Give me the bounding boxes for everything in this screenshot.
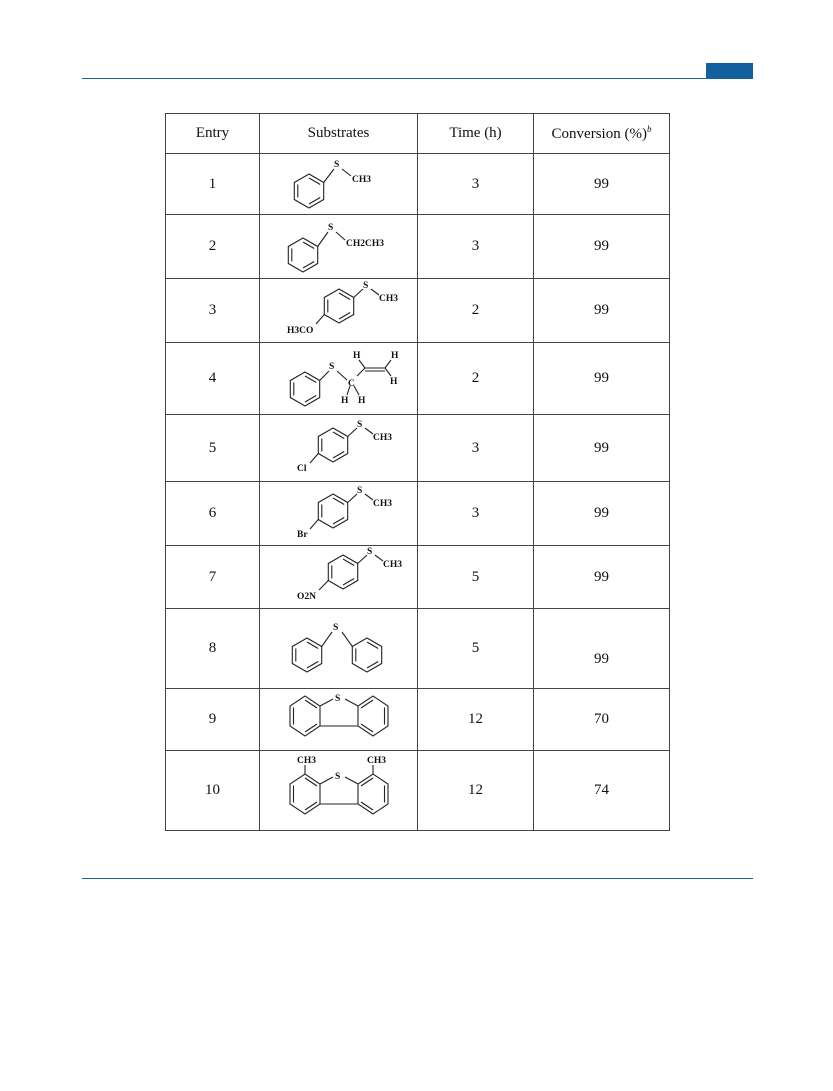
time-cell: 3	[418, 154, 534, 215]
sulfur-label: S	[366, 547, 372, 557]
substrate-cell	[260, 609, 418, 689]
substrate-cell	[260, 689, 418, 751]
table-row	[166, 215, 670, 279]
chlorothioanisole-structure	[269, 418, 409, 478]
time-cell: 12	[418, 689, 534, 751]
sulfur-label: S	[334, 771, 340, 782]
table-row	[166, 689, 670, 751]
entry-cell: 5	[166, 415, 260, 482]
conversion-cell: 99	[534, 415, 670, 482]
table-header-row	[166, 114, 670, 154]
substrate-cell	[260, 482, 418, 546]
methoxythioanisole-structure	[269, 281, 409, 341]
methyl-label: CH3	[382, 560, 402, 570]
conversion-cell: 99	[534, 546, 670, 609]
table-row	[166, 279, 670, 343]
nitro-label: O2N	[296, 592, 316, 602]
header-conversion	[534, 114, 670, 154]
time-cell: 3	[418, 482, 534, 546]
entry-cell: 10	[166, 751, 260, 831]
methyl-label: CH3	[351, 175, 371, 185]
entry-cell: 4	[166, 343, 260, 415]
sulfur-label: S	[334, 693, 340, 704]
substrate-cell	[260, 415, 418, 482]
header-time: Time (h)	[418, 114, 534, 154]
methyl-label: CH3	[372, 433, 392, 443]
nitrothioanisole-structure	[269, 547, 409, 607]
bromothioanisole-structure	[269, 484, 409, 544]
header-conversion-footnote: b	[646, 124, 652, 134]
table-row	[166, 415, 670, 482]
conversion-cell: 99	[534, 154, 670, 215]
time-cell: 2	[418, 279, 534, 343]
entry-cell: 9	[166, 689, 260, 751]
table-row	[166, 343, 670, 415]
sulfur-label: S	[327, 222, 333, 233]
substrate-cell	[260, 343, 418, 415]
methyl-label: CH3	[372, 498, 392, 509]
entry-cell: 7	[166, 546, 260, 609]
hydrogen-label: H	[352, 350, 360, 361]
methyl-label: CH3	[366, 755, 386, 766]
substrate-cell	[260, 751, 418, 831]
header-substrates: Substrates	[260, 114, 418, 154]
entry-cell: 6	[166, 482, 260, 546]
methyl-label: CH3	[296, 755, 316, 766]
substrate-cell	[260, 546, 418, 609]
time-cell: 12	[418, 751, 534, 831]
methoxy-label: H3CO	[286, 325, 313, 336]
entry-cell: 2	[166, 215, 260, 279]
chloro-label: Cl	[296, 464, 306, 474]
table-row	[166, 546, 670, 609]
entry-cell: 1	[166, 154, 260, 215]
table-row	[166, 482, 670, 546]
substrate-cell	[260, 154, 418, 215]
entry-cell: 8	[166, 609, 260, 689]
ethyl-label: CH2CH3	[345, 238, 384, 249]
table-row	[166, 154, 670, 215]
time-cell: 3	[418, 215, 534, 279]
conversion-cell: 99	[534, 343, 670, 415]
table-row	[166, 609, 670, 689]
ethyl-phenyl-sulfide-structure	[279, 218, 399, 276]
dibenzothiophene-structure	[269, 691, 409, 749]
carbon-label: C	[347, 378, 355, 389]
substrate-cell	[260, 215, 418, 279]
sulfur-label: S	[332, 622, 338, 633]
header-conversion-label: Conversion (%)	[551, 126, 647, 142]
hydrogen-label: H	[390, 350, 398, 361]
time-cell: 5	[418, 546, 534, 609]
time-cell: 3	[418, 415, 534, 482]
sulfur-label: S	[328, 361, 334, 372]
allyl-phenyl-sulfide-structure	[269, 346, 409, 412]
substrate-table	[165, 113, 670, 831]
sulfur-label: S	[356, 420, 362, 430]
thioanisole-structure	[279, 156, 399, 212]
hydrogen-label: H	[389, 376, 397, 387]
substrate-cell	[260, 279, 418, 343]
hydrogen-label: H	[357, 395, 365, 406]
time-cell: 5	[418, 609, 534, 689]
conversion-cell: 99	[534, 215, 670, 279]
sulfur-label: S	[333, 160, 339, 170]
sulfur-label: S	[362, 280, 368, 291]
hydrogen-label: H	[340, 395, 348, 406]
bromo-label: Br	[296, 529, 308, 540]
conversion-cell: 70	[534, 689, 670, 751]
conversion-cell: 74	[534, 751, 670, 831]
header-color-tab	[706, 63, 753, 78]
sulfur-label: S	[356, 485, 362, 496]
footer-rule	[82, 878, 753, 879]
header-entry: Entry	[166, 114, 260, 154]
diphenyl-sulfide-structure	[269, 616, 409, 682]
conversion-cell: 99	[534, 279, 670, 343]
time-cell: 2	[418, 343, 534, 415]
entry-cell: 3	[166, 279, 260, 343]
conversion-cell: 99	[534, 609, 670, 689]
table-row	[166, 751, 670, 831]
dimethyldibenzothiophene-structure	[269, 755, 409, 827]
header-rule	[82, 78, 753, 79]
methyl-label: CH3	[378, 293, 398, 304]
conversion-cell: 99	[534, 482, 670, 546]
